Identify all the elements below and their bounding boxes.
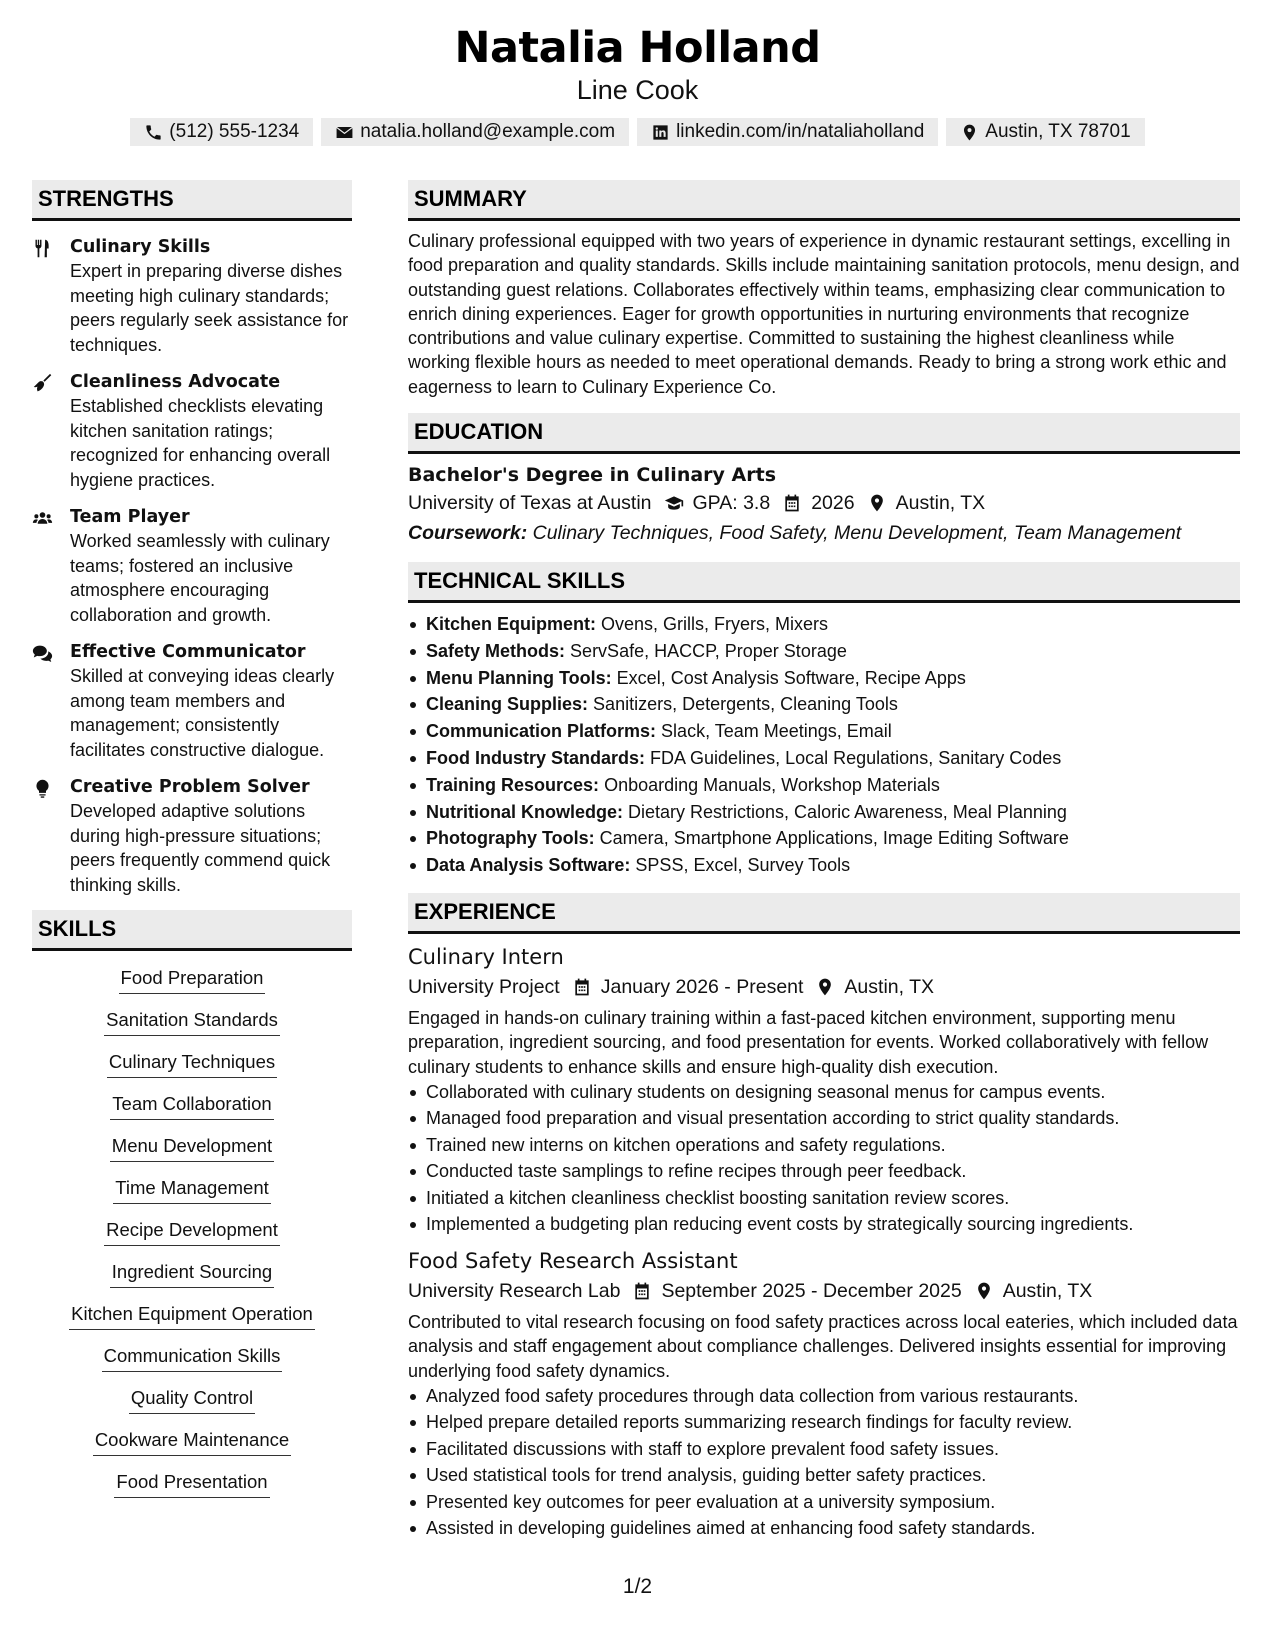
list-item: Trained new interns on kitchen operations and safety regulations. (408, 1132, 1240, 1159)
list-item: Collaborated with culinary students on designing seasonal menus for campus events. (408, 1079, 1240, 1106)
skill-tag: Food Preparation (119, 965, 266, 994)
candidate-name: Natalia Holland (454, 23, 821, 73)
calendar-icon (632, 1281, 652, 1301)
strength-title: Cleanliness Advocate (70, 372, 281, 392)
location-text: Austin, TX 78701 (985, 121, 1131, 142)
page-number: 1/2 (622, 1575, 653, 1598)
skill-tag: Time Management (113, 1175, 271, 1204)
skill-tag: Kitchen Equipment Operation (69, 1301, 315, 1330)
summary-text: Culinary professional equipped with two years of experience in dynamic restaurant settings, excelling in food preparation and quality standards. Skills include maintaining sanitation protocols, menu design, and outstanding guest relations. Collaborates effectively within teams, emphasizing clear communication to enrich dining experiences. Eager for growth opportunities in nurturing environments that recognize contributions and value culinary expertise. Committed to sustaining the highest cleanliness while working flexible hours as needed to meet operational demands. Ready to bring a strong work ethic and eagerness to learn to Culinary Experience Co. (408, 231, 1240, 397)
strength-item (32, 235, 352, 357)
skill-tag: Team Collaboration (110, 1091, 273, 1120)
strength-title: Creative Problem Solver (70, 777, 310, 797)
right-column (408, 180, 1240, 1548)
strength-desc: Worked seamlessly with culinary teams; fostered an inclusive atmosphere encouraging collaboration and growth. (70, 531, 330, 625)
skill-tag: Food Presentation (114, 1469, 269, 1498)
list-item: Cleaning Supplies: Sanitizers, Detergents, Cleaning Tools (408, 691, 1240, 718)
experience-heading: EXPERIENCE (408, 893, 1240, 934)
list-item: Photography Tools: Camera, Smartphone Applications, Image Editing Software (408, 825, 1240, 852)
skill-tag: Cookware Maintenance (93, 1427, 291, 1456)
job-description: Contributed to vital research focusing on food safety practices across local eateries, which included data analysis and staff engagement about compliance challenges. Delivered insights essential for improving underlying food safety dynamics. (408, 1311, 1238, 1381)
list-item: Facilitated discussions with staff to explore prevalent food safety issues. (408, 1436, 1240, 1463)
list-item: Communication Platforms: Slack, Team Meetings, Email (408, 718, 1240, 745)
coursework-label: Coursework: (408, 522, 528, 545)
phone-text: (512) 555-1234 (169, 121, 300, 142)
job-org: University Research Lab (408, 1279, 621, 1302)
strength-desc: Expert in preparing diverse dishes meeting high culinary standards; peers regularly seek assistance for techniques. (70, 261, 349, 355)
graduation-cap-icon (664, 493, 684, 513)
strength-desc: Established checklists elevating kitchen sanitation ratings; recognized for enhancing overall hygiene practices. (70, 396, 331, 490)
lightbulb-icon (32, 778, 53, 799)
education-heading: EDUCATION (408, 413, 1240, 454)
map-marker-icon (867, 493, 887, 513)
users-icon (32, 508, 53, 529)
job-description: Engaged in hands-on culinary training within a fast-paced kitchen environment, supporting menu preparation, ingredient sourcing, and food presentation for events. Worked collaboratively with fellow culinary students to enhance skills and ensure high-quality dish execution. (408, 1008, 1209, 1077)
strength-item (32, 640, 352, 762)
job-meta (408, 972, 1240, 1002)
left-column (32, 180, 352, 1511)
strength-title: Effective Communicator (70, 642, 306, 662)
job-title: Food Safety Research Assistant (408, 1248, 738, 1273)
list-item: Implemented a budgeting plan reducing event costs by strategically sourcing ingredients. (408, 1211, 1240, 1238)
skills-heading: SKILLS (32, 910, 352, 951)
envelope-icon (335, 123, 354, 142)
contact-email[interactable] (321, 118, 629, 146)
candidate-role: Line Cook (576, 75, 699, 105)
strength-item (32, 505, 352, 627)
job-meta (408, 1276, 1240, 1306)
job-location: Austin, TX (1002, 1279, 1093, 1302)
coursework-list: Culinary Techniques, Food Safety, Menu Development, Team Management (532, 522, 1182, 545)
map-marker-icon (960, 123, 979, 142)
summary-heading: SUMMARY (408, 180, 1240, 221)
broom-icon (32, 373, 53, 394)
strength-desc: Skilled at conveying ideas clearly among team members and management; consistently facilitates constructive dialogue. (70, 666, 335, 760)
map-marker-icon (974, 1281, 994, 1301)
skills-list (32, 965, 352, 1511)
strength-desc: Developed adaptive solutions during high-pressure situations; peers frequently commend quick thinking skills. (70, 801, 331, 895)
skill-tag: Culinary Techniques (107, 1049, 277, 1078)
skill-tag: Sanitation Standards (104, 1007, 280, 1036)
list-item: Training Resources: Onboarding Manuals, Workshop Materials (408, 772, 1240, 799)
strength-item (32, 370, 352, 492)
list-item: Food Industry Standards: FDA Guidelines, Local Regulations, Sanitary Codes (408, 745, 1240, 772)
linkedin-icon (651, 123, 670, 142)
skill-tag: Recipe Development (104, 1217, 280, 1246)
calendar-icon (782, 493, 802, 513)
technical-skills-list (408, 611, 1240, 879)
list-item: Data Analysis Software: SPSS, Excel, Survey Tools (408, 852, 1240, 879)
skill-tag: Ingredient Sourcing (110, 1259, 274, 1288)
contact-linkedin[interactable] (637, 118, 938, 146)
contact-bar (0, 118, 1275, 146)
phone-icon (144, 123, 163, 142)
strengths-list (32, 235, 352, 897)
calendar-icon (572, 977, 592, 997)
strength-item (32, 775, 352, 897)
gpa: GPA: 3.8 (692, 492, 771, 515)
email-text: natalia.holland@example.com (360, 121, 616, 142)
degree-title: Bachelor's Degree in Culinary Arts (408, 464, 777, 487)
job-dates: January 2026 - Present (600, 976, 804, 999)
comments-icon (32, 643, 53, 664)
list-item: Kitchen Equipment: Ovens, Grills, Fryers, Mixers (408, 611, 1240, 638)
job-title: Culinary Intern (408, 945, 564, 970)
map-marker-icon (815, 977, 835, 997)
list-item: Conducted taste samplings to refine recipes through peer feedback. (408, 1158, 1240, 1185)
job-dates: September 2025 - December 2025 (661, 1279, 962, 1302)
list-item: Menu Planning Tools: Excel, Cost Analysis Software, Recipe Apps (408, 665, 1240, 692)
strengths-heading: STRENGTHS (32, 180, 352, 221)
school-name: University of Texas at Austin (408, 492, 652, 515)
list-item: Analyzed food safety procedures through data collection from various restaurants. (408, 1383, 1240, 1410)
contact-phone[interactable] (130, 118, 313, 146)
job-bullets (408, 1383, 1240, 1542)
list-item: Helped prepare detailed reports summarizing research findings for faculty review. (408, 1409, 1240, 1436)
list-item: Nutritional Knowledge: Dietary Restrictions, Caloric Awareness, Meal Planning (408, 799, 1240, 826)
strength-title: Team Player (70, 507, 190, 527)
technical-skills-heading: TECHNICAL SKILLS (408, 562, 1240, 603)
skill-tag: Quality Control (129, 1385, 255, 1414)
coursework (408, 518, 1240, 548)
list-item: Managed food preparation and visual presentation according to strict quality standards. (408, 1105, 1240, 1132)
list-item: Presented key outcomes for peer evaluation at a university symposium. (408, 1489, 1240, 1516)
list-item: Initiated a kitchen cleanliness checklist boosting sanitation review scores. (408, 1185, 1240, 1212)
resume-header (0, 22, 1275, 146)
utensils-icon (32, 238, 53, 259)
education-meta (408, 488, 1240, 518)
strength-title: Culinary Skills (70, 237, 211, 257)
list-item: Assisted in developing guidelines aimed at enhancing food safety standards. (408, 1515, 1240, 1542)
job-location: Austin, TX (844, 976, 935, 999)
linkedin-text: linkedin.com/in/nataliaholland (676, 121, 925, 142)
job-org: University Project (408, 976, 560, 999)
job-entry (408, 942, 1240, 1238)
skill-tag: Menu Development (110, 1133, 274, 1162)
contact-location (946, 118, 1144, 146)
job-entry (408, 1246, 1240, 1542)
skill-tag: Communication Skills (102, 1343, 283, 1372)
school-location: Austin, TX (895, 492, 986, 515)
graduation-year: 2026 (811, 492, 855, 515)
job-bullets (408, 1079, 1240, 1238)
list-item: Used statistical tools for trend analysis, guiding better safety practices. (408, 1462, 1240, 1489)
list-item: Safety Methods: ServSafe, HACCP, Proper Storage (408, 638, 1240, 665)
